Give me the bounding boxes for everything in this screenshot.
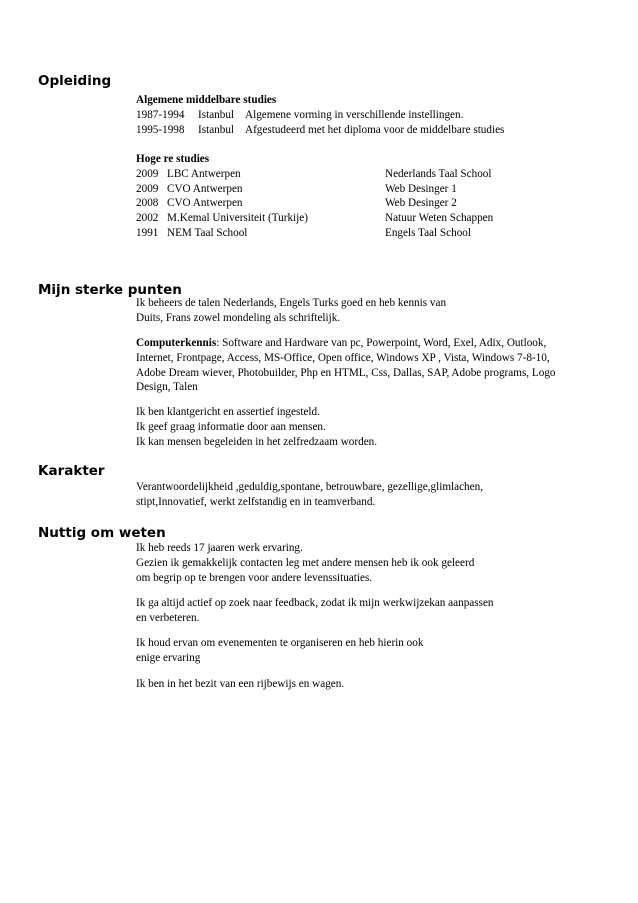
higher-education-row (136, 182, 626, 197)
trait-line: Ik geef graag informatie door aan mensen. (136, 420, 326, 433)
higher-education-institution: LBC Antwerpen (167, 167, 241, 180)
computer-line: Adobe Dream wiever, Photobuilder, Php en HTML, Css, Dallas, SAP, Adobe programs, Logo (136, 366, 556, 379)
trait-line: Ik ben klantgericht en assertief ingesteld. (136, 406, 320, 418)
character-line: Verantwoordelijkheid ,geduldig,spontane, betrouwbare, gezellige,glimlachen, (136, 481, 484, 493)
useful-line: Ik houd ervan om evenementen te organiseren en heb hierin ook (136, 637, 424, 649)
strengths-languages (136, 296, 626, 326)
useful-line: Ik ben in het bezit van een rijbewijs en wagen. (136, 678, 345, 690)
useful-paragraph-4 (136, 677, 626, 692)
higher-education-course: Web Desinger 2 (385, 197, 457, 210)
computer-line: Internet, Frontpage, Access, MS-Office, Open office, Windows XP , Vista, Windows 7-8-10, (136, 351, 550, 364)
strengths-computer (136, 336, 626, 395)
education-higher (136, 152, 626, 241)
useful-line: Ik ga altijd actief op zoek naar feedback, zodat ik mijn werkwijzekan aanpassen (136, 597, 494, 609)
useful-line: en verbeteren. (136, 611, 200, 624)
higher-education-row (136, 211, 626, 226)
useful-line: om begrip op te brengen voor andere levenssituaties. (136, 571, 373, 584)
education-description: Afgestudeerd met het diploma voor de middelbare studies (245, 123, 505, 136)
education-description: Algemene vorming in verschillende instellingen. (245, 108, 464, 121)
higher-education-row (136, 226, 626, 241)
higher-education-course: Web Desinger 1 (385, 182, 457, 195)
useful-paragraph-2 (136, 596, 626, 626)
useful-paragraph-3 (136, 636, 626, 666)
character-line: stipt,Innovatief, werkt zelfstandig en in teamverband. (136, 495, 376, 508)
useful-line: Gezien ik gemakkelijk contacten leg met andere mensen heb ik ook geleerd (136, 556, 475, 569)
character-text (136, 480, 626, 510)
education-place: Istanbul (198, 108, 235, 121)
higher-education-course: Natuur Weten Schappen (385, 212, 494, 225)
section-heading-opleiding: Opleiding (38, 73, 112, 89)
education-years: 1987-1994 (136, 108, 185, 121)
section-heading-sterke-punten: Mijn sterke punten (38, 282, 182, 298)
higher-education-row (136, 167, 626, 182)
education-years: 1995-1998 (136, 123, 185, 136)
higher-education-year: 2008 (136, 197, 159, 210)
higher-education-year: 1991 (136, 226, 159, 239)
education-place: Istanbul (198, 123, 235, 136)
education-higher-title: Hoge re studies (136, 153, 210, 165)
education-general (136, 93, 626, 137)
strengths-line: Duits, Frans zowel mondeling als schriftelijk. (136, 311, 341, 324)
strengths-traits (136, 405, 626, 449)
computer-line: Design, Talen (136, 381, 198, 394)
higher-education-course: Nederlands Taal School (385, 167, 492, 180)
higher-education-course: Engels Taal School (385, 226, 472, 239)
trait-line: Ik kan mensen begeleiden in het zelfredzaam worden. (136, 435, 378, 448)
higher-education-row (136, 196, 626, 211)
section-heading-karakter: Karakter (38, 463, 105, 479)
education-general-title: Algemene middelbare studies (136, 94, 277, 106)
higher-education-institution: CVO Antwerpen (167, 197, 243, 210)
higher-education-year: 2009 (136, 182, 159, 195)
useful-line: Ik heb reeds 17 jaaren werk ervaring. (136, 542, 303, 554)
education-row (136, 108, 626, 123)
useful-line: enige ervaring (136, 651, 201, 664)
section-heading-nuttig: Nuttig om weten (38, 525, 166, 541)
computer-label: Computerkennis (136, 337, 217, 349)
useful-paragraph-1 (136, 541, 626, 585)
higher-education-institution: CVO Antwerpen (167, 182, 243, 195)
higher-education-year: 2009 (136, 167, 159, 180)
higher-education-institution: M.Kemal Universiteit (Turkije) (167, 212, 308, 225)
computer-line (136, 336, 626, 351)
education-row (136, 123, 626, 138)
strengths-line: Ik beheers de talen Nederlands, Engels Turks goed en heb kennis van (136, 297, 447, 309)
higher-education-institution: NEM Taal School (167, 226, 248, 239)
computer-text: : Software and Hardware van pc, Powerpoint, Word, Exel, Adix, Outlook, (216, 337, 547, 349)
higher-education-year: 2002 (136, 212, 159, 225)
